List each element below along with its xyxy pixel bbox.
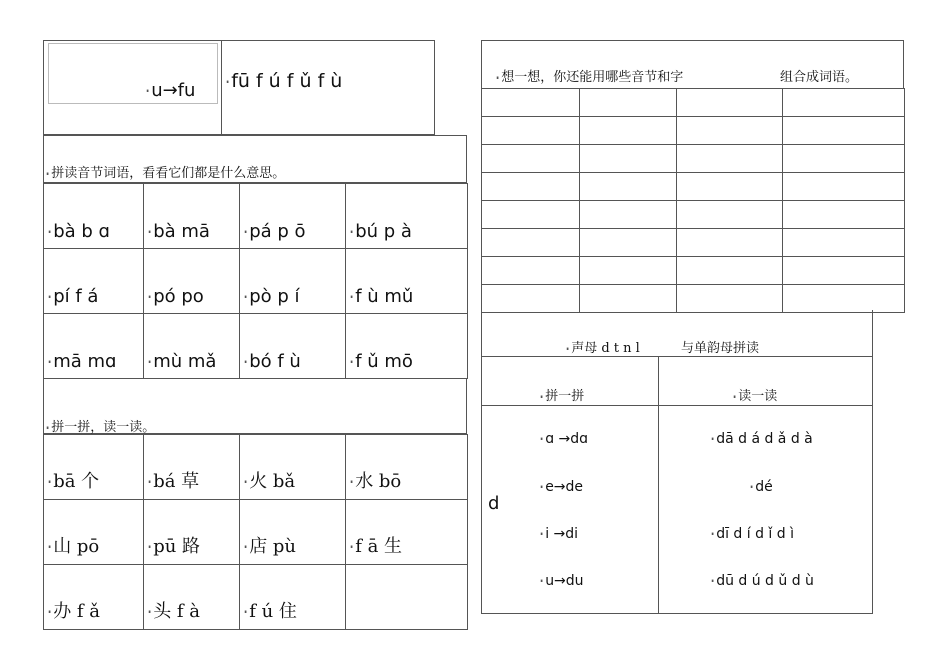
blank-cell bbox=[580, 229, 677, 257]
grid-cell: ∎ pū 路 bbox=[144, 500, 240, 565]
mark: ∎ bbox=[226, 78, 230, 85]
pin-row: ∎ i →di bbox=[540, 526, 579, 542]
dtnl-title: ∎ 声母 d t n l bbox=[566, 341, 640, 356]
blank-cell bbox=[580, 257, 677, 285]
pin-row: ∎ e→de bbox=[540, 479, 584, 495]
blank-cell bbox=[783, 257, 905, 285]
u-fu-text: u→fu bbox=[151, 80, 196, 101]
blank-cell bbox=[783, 173, 905, 201]
grid-cell: ∎ f ú 住 bbox=[240, 565, 346, 630]
grid-cell: ∎ bā 个 bbox=[44, 435, 144, 500]
section1-title: ∎ 拼读音节词语，看看它们都是什么意思。 bbox=[46, 166, 286, 181]
blank-cell bbox=[783, 201, 905, 229]
du-row: ∎ dā d á d ǎ d à bbox=[711, 431, 813, 447]
grid-cell: ∎ f ù mǔ bbox=[346, 249, 468, 314]
fu-tones-text: fū f ú f ǔ f ù bbox=[231, 70, 343, 92]
blank-cell bbox=[580, 173, 677, 201]
grid-cell: ∎ f ǔ mō bbox=[346, 314, 468, 379]
blank-cell bbox=[482, 117, 580, 145]
blank-cell bbox=[783, 145, 905, 173]
blank-cell bbox=[580, 89, 677, 117]
blank-cell bbox=[677, 173, 783, 201]
grid-cell: ∎ 店 pù bbox=[240, 500, 346, 565]
blank-cell bbox=[580, 117, 677, 145]
grid-cell: ∎ pò p í bbox=[240, 249, 346, 314]
du-row: ∎ dū d ú d ǔ d ù bbox=[711, 573, 814, 589]
blank-cell bbox=[783, 285, 905, 313]
blank-cell bbox=[677, 229, 783, 257]
right-top-title: ∎ 想一想，你还能用哪些音节和字 bbox=[496, 70, 684, 85]
blank-cell bbox=[677, 201, 783, 229]
blank-cell bbox=[677, 285, 783, 313]
section1-title-text: 拼读音节词语，看看它们都是什么意思。 bbox=[51, 166, 286, 181]
blank-cell bbox=[482, 89, 580, 117]
du-row: ∎ dī d í d ǐ d ì bbox=[711, 526, 794, 542]
section1-grid bbox=[43, 183, 468, 379]
blank-cell bbox=[482, 201, 580, 229]
blank-cell bbox=[482, 145, 580, 173]
blank-cell bbox=[783, 229, 905, 257]
initial-d: d bbox=[488, 493, 500, 514]
blank-cell bbox=[677, 117, 783, 145]
grid-cell: ∎ bá 草 bbox=[144, 435, 240, 500]
grid-cell: ∎ bó f ù bbox=[240, 314, 346, 379]
grid-cell-empty bbox=[346, 565, 468, 630]
grid-cell: ∎ 火 bǎ bbox=[240, 435, 346, 500]
grid-cell: ∎ bà b ɑ bbox=[44, 184, 144, 249]
dtnl-sub-header-line bbox=[481, 405, 873, 406]
grid-cell: ∎ mù mǎ bbox=[144, 314, 240, 379]
mark: ∎ bbox=[146, 88, 150, 94]
grid-cell: ∎ 水 bō bbox=[346, 435, 468, 500]
grid-cell: ∎ mā mɑ bbox=[44, 314, 144, 379]
blank-cell bbox=[482, 229, 580, 257]
blank-cell bbox=[580, 285, 677, 313]
section2-grid bbox=[43, 434, 468, 630]
grid-cell: ∎ pá p ō bbox=[240, 184, 346, 249]
right-top-title-a: 想一想，你还能用哪些音节和字 bbox=[501, 70, 684, 85]
blank-word-grid bbox=[481, 88, 905, 313]
blank-cell bbox=[677, 89, 783, 117]
blank-cell bbox=[580, 201, 677, 229]
pin-row: ∎ ɑ →dɑ bbox=[540, 431, 589, 447]
blank-cell bbox=[482, 173, 580, 201]
du-row: ∎ dé bbox=[750, 479, 773, 495]
du-column-header: ∎ 读一读 bbox=[733, 389, 778, 404]
top-left-syllable bbox=[146, 80, 195, 101]
dtnl-header-line bbox=[481, 356, 873, 357]
dtnl-title-a: 声母 d t n l bbox=[571, 341, 640, 356]
grid-cell: ∎ bú p à bbox=[346, 184, 468, 249]
blank-cell bbox=[677, 145, 783, 173]
grid-cell: ∎ f ā 生 bbox=[346, 500, 468, 565]
grid-cell: ∎ 头 f à bbox=[144, 565, 240, 630]
dtnl-column-divider bbox=[658, 356, 659, 614]
section2-title-text: 拼一拼，读一读。 bbox=[51, 420, 156, 435]
grid-cell: ∎ 办 f ǎ bbox=[44, 565, 144, 630]
grid-cell: ∎ bà mā bbox=[144, 184, 240, 249]
section2-title: ∎ 拼一拼，读一读。 bbox=[46, 420, 156, 435]
grid-cell: ∎ pó po bbox=[144, 249, 240, 314]
blank-cell bbox=[482, 285, 580, 313]
right-top-title-b: 组合成词语。 bbox=[780, 70, 859, 85]
blank-cell bbox=[783, 117, 905, 145]
grid-cell: ∎ 山 pō bbox=[44, 500, 144, 565]
top-box-divider bbox=[221, 40, 222, 135]
pin-column-header: ∎ 拼一拼 bbox=[540, 389, 585, 404]
blank-cell bbox=[677, 257, 783, 285]
blank-cell bbox=[482, 257, 580, 285]
blank-cell bbox=[580, 145, 677, 173]
blank-cell bbox=[783, 89, 905, 117]
grid-cell: ∎ pí f á bbox=[44, 249, 144, 314]
top-right-syllables bbox=[226, 70, 342, 92]
dtnl-title-b: 与单韵母拼读 bbox=[681, 341, 760, 356]
pin-row: ∎ u→du bbox=[540, 573, 584, 589]
